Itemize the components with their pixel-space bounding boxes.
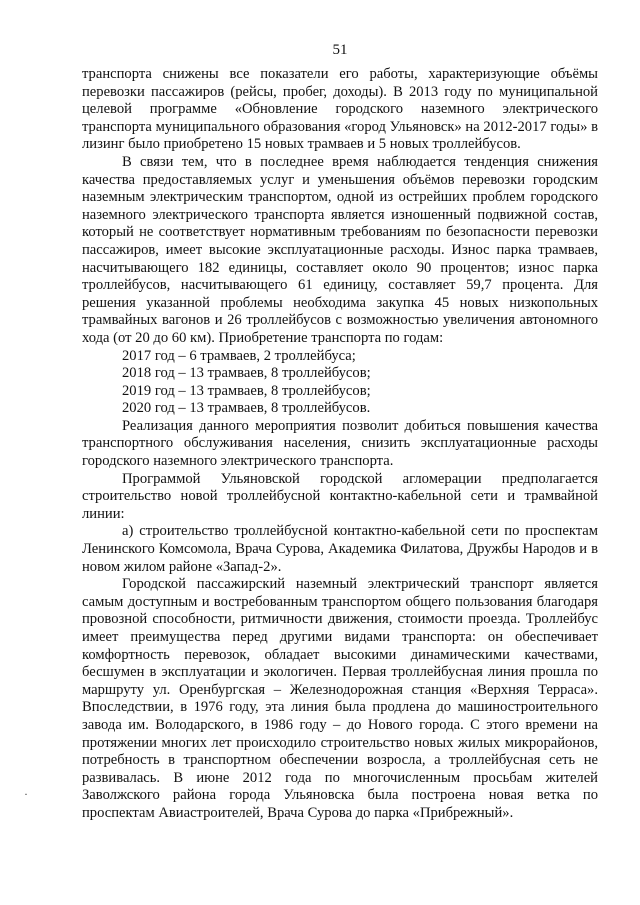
paragraph-subitem-a: а) строительство троллейбусной контактно-кабельной сети по проспектам Ленинского Комсомола, Врача Сурова, Академика Филатова, Дружбы Народов и в новом жилом районе «Запад-2». bbox=[82, 523, 598, 575]
document-body bbox=[82, 66, 598, 823]
paragraph-problem: В связи тем, что в последнее время наблюдается тенденция снижения качества предоставляемых услуг и уменьшения объёмов перевозки городским наземным электрическим транспортом, одной из острейших проблем городского наземного электрического транспорта является изношенный подвижной состав, который не соответствует нормативным требованиям по безопасности перевозки пассажиров, имеет высокие эксплуатационные расходы. Износ парка трамваев, насчитывающего 182 единицы, составляет около 90 процентов; износ парка троллейбусов, насчитывающего 61 единицу, составляет 59,7 процента. Для решения указанной проблемы необходима закупка 45 новых низкопольных трамвайных вагонов и 26 троллейбусов с возможностью увеличения автономного хода (от 20 до 60 км). Приобретение транспорта по годам: bbox=[82, 153, 598, 346]
page-number: 51 bbox=[332, 42, 348, 58]
purchase-item-2017: 2017 год – 6 трамваев, 2 троллейбуса; bbox=[122, 347, 356, 364]
paragraph-agglomeration: Программой Ульяновской городской агломерации предполагается строительство новой троллейбусной контактно-кабельной сети и трамвайной линии: bbox=[82, 470, 598, 522]
purchase-item-2020: 2020 год – 13 трамваев, 8 троллейбусов. bbox=[122, 400, 371, 417]
paragraph-trolleybus-history: Городской пассажирский наземный электрический транспорт является самым доступным и востребованным транспортом общего пользования благодаря провозной способности, ритмичности движения, стоимости проезда. Троллейбус имеет преимущества перед другими видами транспорта: он обеспечивает комфортность перевозок, обладает высокими динамическими качествами, бесшумен в эксплуатации и экологичен. Первая троллейбусная линия прошла по маршруту ул. Оренбургская – Железнодорожная станция «Верхняя Терраса». Впоследствии, в 1976 году, эта линия была продлена до машиностроительного завода им. Володарского, в 1986 году – до Нового города. С этого времени на протяжении многих лет происходило строительство новых жилых микрорайонов, потребность в транспортном обеспечении возросла, а троллейбусная сеть не развивалась. В июне 2012 года по многочисленным просьбам жителей Заволжского района города Ульяновска была построена новая ветка по проспектам Авиастроителей, Врача Сурова до парка «Прибрежный». bbox=[82, 576, 598, 821]
paragraph-continued: транспорта снижены все показатели его работы, характеризующие объёмы перевозки пассажиров (рейсы, пробег, доходы). В 2013 году по муниципальной целевой программе «Обновление городского наземного электрического транспорта муниципального образования «город Ульяновск» на 2012-2017 годы» в лизинг было приобретено 15 новых трамваев и 5 новых троллейбусов. bbox=[82, 66, 598, 153]
scan-speck: · bbox=[24, 787, 28, 801]
paragraph-result: Реализация данного мероприятия позволит добиться повышения качества транспортного обслуживания населения, снизить эксплуатационные расходы городского наземного электрического транспорта. bbox=[82, 417, 598, 470]
purchase-item-2018: 2018 год – 13 трамваев, 8 троллейбусов; bbox=[122, 365, 371, 382]
purchase-item-2019: 2019 год – 13 трамваев, 8 троллейбусов; bbox=[122, 382, 371, 399]
